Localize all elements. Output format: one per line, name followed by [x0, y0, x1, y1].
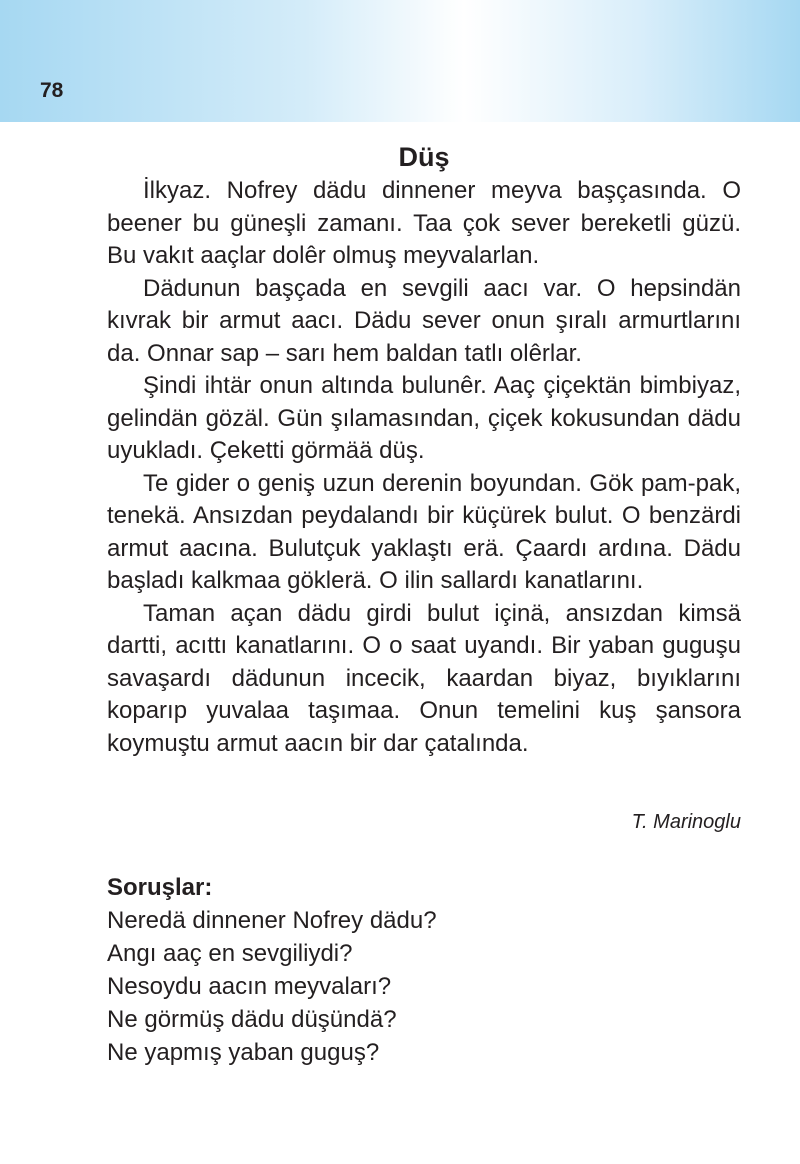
- paragraph: Te gider o geniş uzun derenin boyundan. Gök pam-pak, tenekä. Ansızdan peydalandı bir küçürek bulut. O benzärdi armut aacına. Bulutçuk yaklaştı erä. Çaardı ardına. Dädu başladı kalkmaa göklerä. O ilin sallardı kanatlarını.: [107, 469, 741, 594]
- story-text: [107, 175, 741, 760]
- header-band: [0, 0, 800, 122]
- questions-title: Soruşlar:: [107, 874, 213, 901]
- question-item: Angı aaç en sevgiliydi?: [107, 940, 353, 967]
- question-item: Neredä dinnener Nofrey dädu?: [107, 907, 437, 934]
- questions-section: [107, 871, 741, 1069]
- paragraph: Dädunun başçada en sevgili aacı var. O hepsindän kıvrak bir armut aacı. Dädu sever onun şıralı armurtlarını da. Onnar sap – sarı hem baldan tatlı olêrlar.: [107, 274, 741, 367]
- question-item: Ne görmüş dädu düşündä?: [107, 1006, 397, 1033]
- question-item: Nesoydu aacın meyvaları?: [107, 973, 392, 1000]
- author: T. Marinoglu: [631, 811, 741, 833]
- question-item: Ne yapmış yaban guguş?: [107, 1039, 380, 1066]
- paragraph: Taman açan dädu girdi bulut içinä, ansızdan kimsä dartti, acıttı kanatlarını. O o saat uyandı. Bir yaban guguşu savaşardı dädunun incecik, kaardan biyaz, bıyıklarını koparıp yuvalaa taşımaa. Onun temelini kuş şansora koymuştu armut aacın bir dar çatalında.: [107, 599, 741, 757]
- paragraph: Şindi ihtär onun altında bulunêr. Aaç çiçektän bimbiyaz, gelindän gözäl. Gün şılamasından, çiçek kokusundan dädu uyukladı. Çeketti görmää düş.: [107, 372, 741, 464]
- paragraph: İlkyaz. Nofrey dädu dinnener meyva başçasında. O beener bu güneşli zamanı. Taa çok sever bereketli güzü. Bu vakıt aaçlar dolêr olmuş meyvalarlan.: [107, 177, 741, 269]
- page-number: 78: [40, 79, 64, 102]
- story-title: Düş: [398, 142, 450, 172]
